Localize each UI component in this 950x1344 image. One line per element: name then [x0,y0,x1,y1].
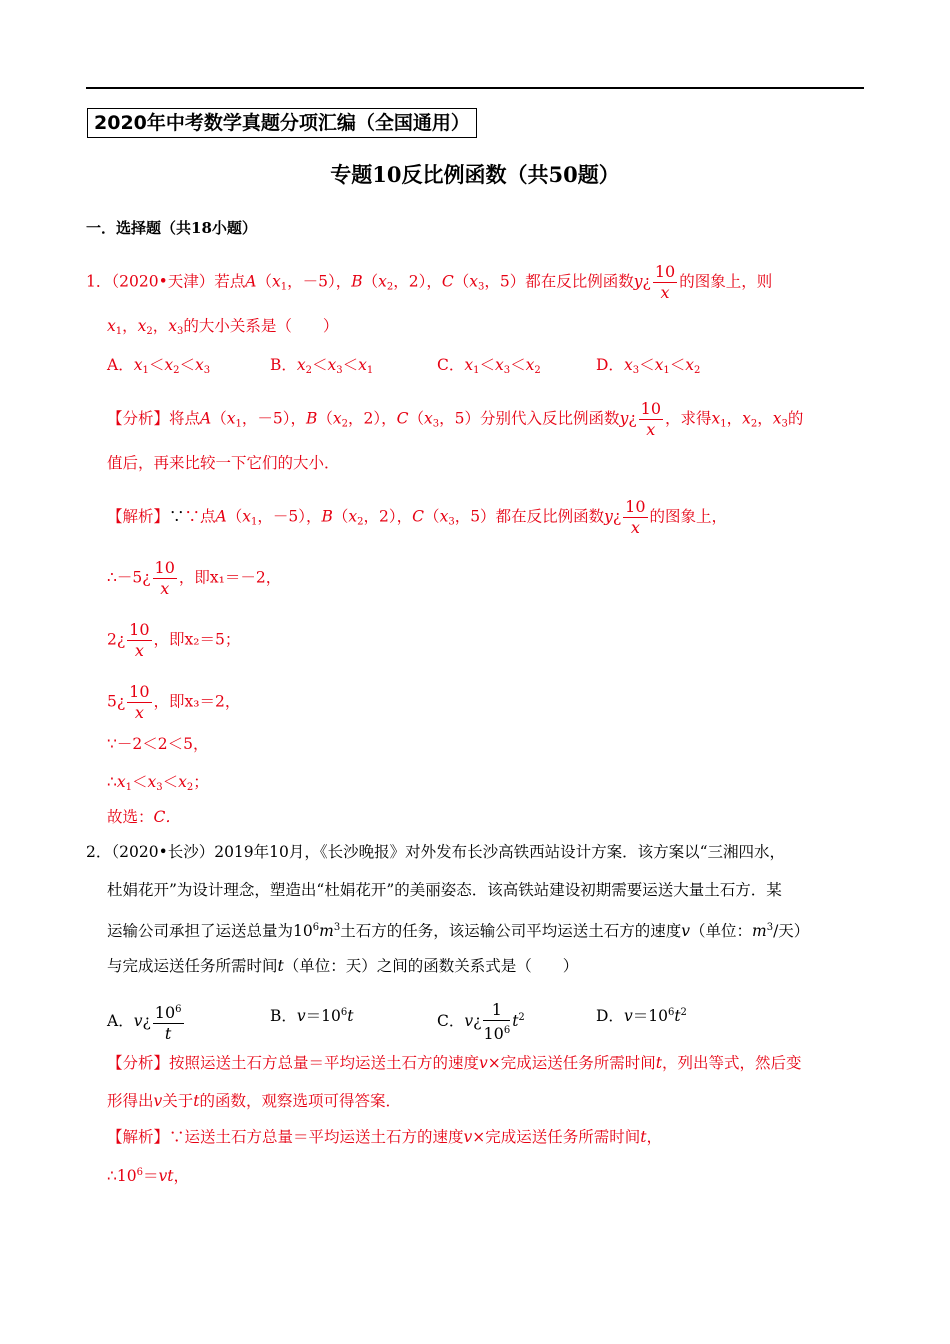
q1-step3: 5¿ $\frac{10}{x}$ ，即x₃＝2， [107,682,241,722]
q2-option-d[interactable]: D．$v=10^6t^2$ [596,1007,687,1025]
section-heading: 一．选择题（共18小题） [86,219,257,237]
q2-analysis-tag: 【分析】 [107,1054,170,1072]
q2-solution-line1: 【解析】∵运送土石方总量＝平均运送土石方的速度v×完成运送任务所需时间t， [107,1128,663,1146]
q2-stem-line3: 运输公司承担了运送总量为$10^6m^3$土石方的任务，该运输公司平均运送土石方的速度v（单位：$m^3/$天） [107,922,810,940]
q1-source: （2020•天津） [111,272,215,291]
q2-stem-line1: 2．（2020•长沙）2019年10月，《长沙晚报》对外发布长沙高铁西站设计方案．该方案以“三湘四水， [86,843,786,861]
q1-analysis-line1: 【分析】将点$A(x_1$，－5），$B(x_2$，2），$C(x_3$，5）分别代入反比例函数y¿ $\frac{10}{x}$ ，求得$x_1$，$x_2$，$x_3$的 [107,399,804,439]
q2-analysis-line1: 【分析】按照运送土石方总量＝平均运送土石方的速度v×完成运送任务所需时间t，列出等式，然后变 [107,1054,802,1072]
collection-title-box: 2020年中考数学真题分项汇编（全国通用） [87,108,477,138]
q1-number: 1． [86,272,112,291]
q1-step1: ∴－5¿ $\frac{10}{x}$ ，即x₁＝－2， [107,558,282,598]
q1-step5: $\therefore x_1<x_3<x_2$； [107,773,209,793]
q1-option-a[interactable]: A．$x_1<x_2<x_3$ [107,356,211,376]
q1-option-d[interactable]: D．$x_3<x_1<x_2$ [596,356,701,376]
q2-analysis-line2: 形得出v关于t的函数，观察选项可得答案． [107,1092,402,1110]
q2-stem-line2: 杜娟花开”为设计理念，塑造出“杜娟花开”的美丽姿态．该高铁站建设初期需要运送大量土石方．某 [107,881,782,899]
q1-fraction: $\frac{10}{x}$ [654,262,676,302]
q1-solution-line1: 【解析】∵∵点$A(x_1$，－5），$B(x_2$，2），$C(x_3$，5）都在反比例函数y¿ $\frac{10}{x}$ 的图象上， [107,497,728,537]
q2-option-c[interactable]: C．v¿ $\frac{1}{10^6}$ $t^2$ [437,1000,525,1043]
q1-step4: ∵－2＜2＜5， [107,735,209,753]
q2-solution-tag: 【解析】 [107,1128,170,1146]
top-rule [86,87,864,89]
q1-stem-text: 若点 [214,272,246,291]
q1-option-b[interactable]: B．$x_2<x_3<x_1$ [270,356,374,376]
q1-stem-line2: $x_1$，$x_2$，$x_3$的大小关系是（ ） [107,317,339,337]
q1-solution-tag: 【解析】 [107,507,170,526]
q1-answer: 故选：C． [107,808,181,826]
q2-stem-line4: 与完成运送任务所需时间t（单位：天）之间的函数关系式是（ ） [107,957,579,975]
q2-option-b[interactable]: B．$v=10^6t$ [270,1007,354,1025]
q1-stem-question: 的大小关系是（ ） [183,317,339,335]
q1-stem-line1: 1．（2020•天津）若点$A(x_1$，－5），$B(x_2$，2），$C(x_3$，5）都在反比例函数y¿ $\frac{10}{x}$ 的图象上，则 [86,262,773,302]
topic-title: 专题10反比例函数（共50题） [330,162,620,187]
q1-stem-tail: 的图象上，则 [679,272,773,291]
q2-number: 2． [86,843,112,861]
q1-analysis-tag: 【分析】 [107,409,170,428]
q1-step2: 2¿ $\frac{10}{x}$ ，即x₂＝5； [107,620,241,660]
q2-solution-line2: $\therefore 10^6=vt$， [107,1167,189,1185]
q1-option-c[interactable]: C．$x_1<x_3<x_2$ [437,356,541,376]
q1-analysis-line2: 值后，再来比较一下它们的大小． [107,454,340,472]
q2-option-a[interactable]: A．v¿ $\frac{10^6}{t}$ [107,1000,186,1044]
